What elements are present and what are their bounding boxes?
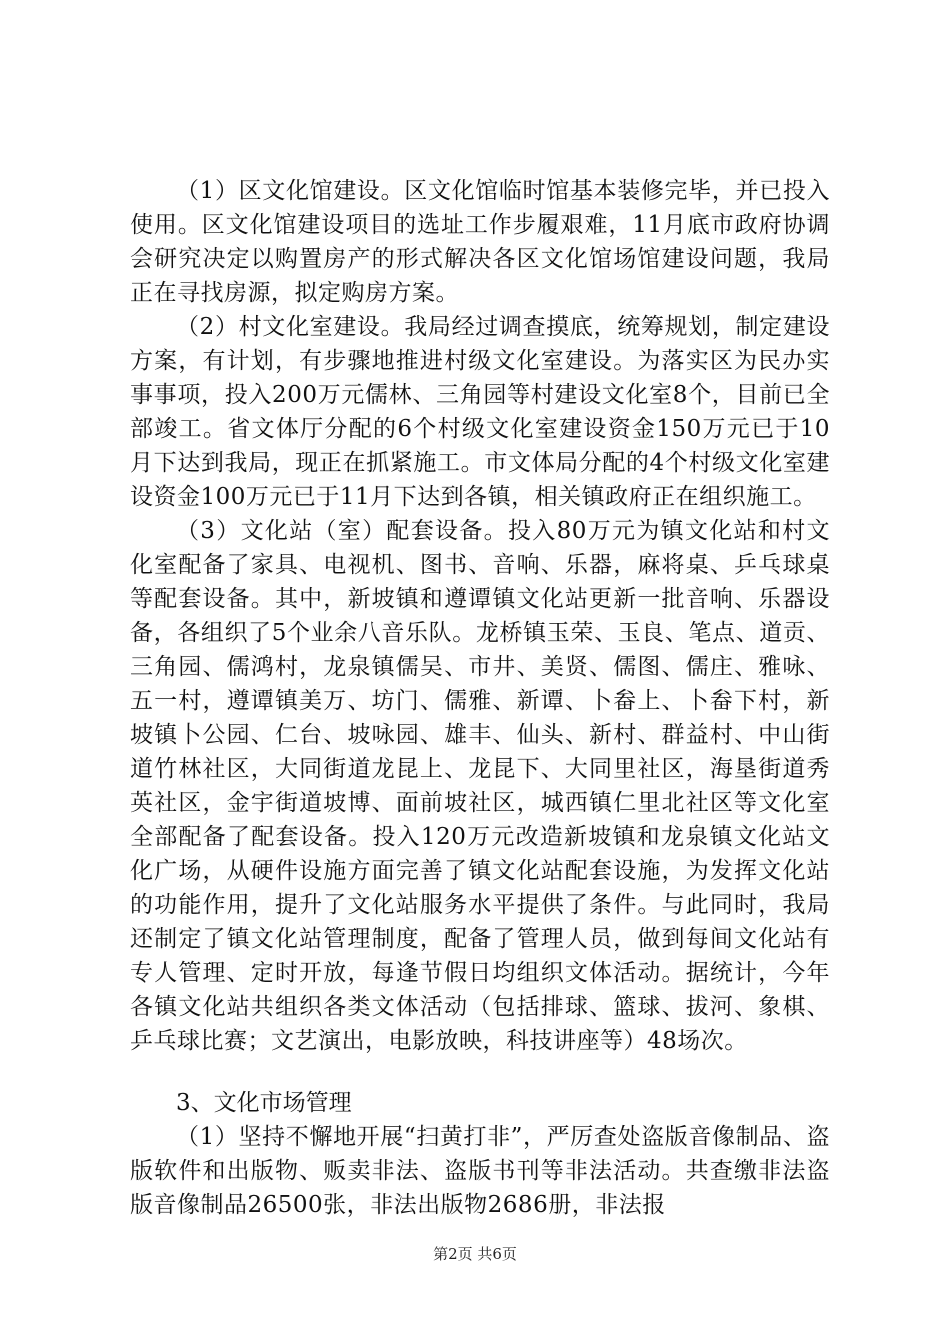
page-number-footer: 第2页 共6页 bbox=[433, 1245, 517, 1263]
document-body bbox=[130, 174, 830, 1222]
paragraph-anti-piracy: （1）坚持不懈地开展“扫黄打非”，严厉查处盗版音像制品、盗版软件和出版物、贩卖非法、盗版书刊等非法活动。共查缴非法盗版音像制品26500张，非法出版物2686册，非法报 bbox=[130, 1124, 830, 1218]
paragraph-station-equipment: （3）文化站（室）配套设备。投入80万元为镇文化站和村文化室配备了家具、电视机、图书、音响、乐器，麻将桌、乒乓球桌等配套设备。其中，新坡镇和遵谭镇文化站更新一批音响、乐器设备，各组织了5个业余八音乐队。龙桥镇玉荣、玉良、笔点、道贡、三角园、儒鸿村，龙泉镇儒吴、市井、美贤、儒图、儒庄、雅咏、五一村，遵谭镇美万、坊门、儒雅、新谭、卜畚上、卜畚下村，新坡镇卜公园、仁台、坡咏园、雄丰、仙头、新村、群益村、中山街道竹林社区，大同街道龙昆上、龙昆下、大同里社区，海垦街道秀英社区，金宇街道坡博、面前坡社区，城西镇仁里北社区等文化室全部配备了配套设备。投入120万元改造新坡镇和龙泉镇文化站文化广场，从硬件设施方面完善了镇文化站配套设施，为发挥文化站的功能作用，提升了文化站服务水平提供了条件。与此同时，我局还制定了镇文化站管理制度，配备了管理人员，做到每间文化站有专人管理、定时开放，每逢节假日均组织文体活动。据统计，今年各镇文化站共组织各类文体活动（包括排球、篮球、拔河、象棋、乒乓球比赛；文艺演出，电影放映，科技讲座等）48场次。 bbox=[130, 518, 830, 1054]
paragraph-district-cultural-center: （1）区文化馆建设。区文化馆临时馆基本装修完毕，并已投入使用。区文化馆建设项目的选址工作步履艰难，11月底市政府协调会研究决定以购置房产的形式解决各区文化馆场馆建设问题，我局正在寻找房源，拟定购房方案。 bbox=[130, 178, 830, 306]
section-heading-market-management: 3、文化市场管理 bbox=[176, 1090, 352, 1116]
paragraph-village-cultural-rooms: （2）村文化室建设。我局经过调查摸底，统筹规划，制定建设方案，有计划，有步骤地推进村级文化室建设。为落实区为民办实事事项，投入200万元儒林、三角园等村建设文化室8个，目前已全部竣工。省文体厅分配的6个村级文化室建设资金150万元已于10月下达到我局，现正在抓紧施工。市文体局分配的4个村级文化室建设资金100万元已于11月下达到各镇，相关镇政府正在组织施工。 bbox=[130, 314, 830, 510]
